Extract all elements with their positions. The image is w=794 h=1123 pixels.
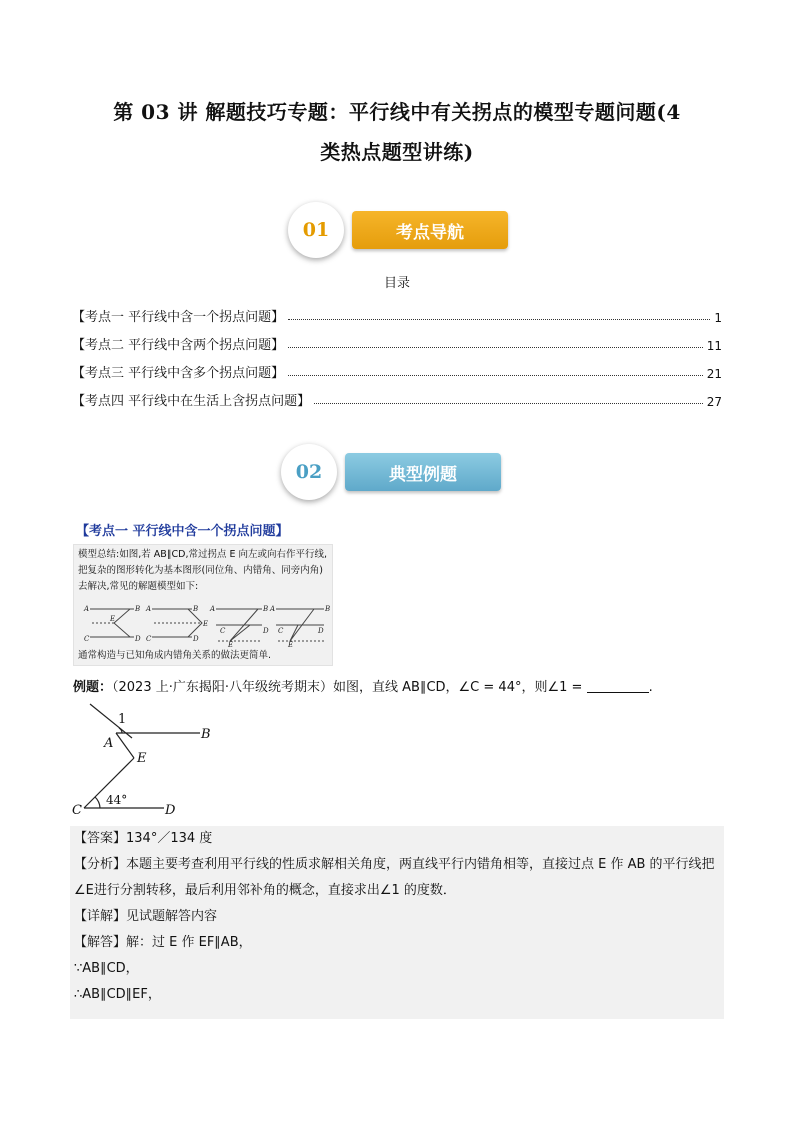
toc-item-page: 11 (706, 339, 722, 353)
toc-item[interactable] (72, 325, 722, 353)
diagram-label-d: D (193, 635, 199, 643)
example-text: （2023 上·广东揭阳·八年级统考期末）如图，直线 AB∥CD，∠C = 44°，则∠1 = (112, 680, 583, 695)
answer-box (70, 826, 724, 1019)
model-diagram-2 (152, 609, 202, 637)
toc-item-page: 1 (714, 311, 722, 325)
diagram-label-b: B (263, 605, 269, 613)
toc-leader (288, 375, 703, 376)
diagram-label-c: C (84, 635, 90, 643)
model-summary-footer: 通常构造与已知角成内错角关系的做法更简单. (78, 650, 272, 661)
section-label: 考点导航 (352, 211, 508, 249)
angle-c-arc (95, 797, 100, 808)
diagram-label-e: E (288, 641, 294, 649)
figure-label-a: A (104, 736, 114, 751)
diagram-label-c: C (146, 635, 152, 643)
solution-step-2: ∴AB∥CD∥EF， (74, 987, 161, 1002)
diagram-label-d: D (135, 635, 141, 643)
example-problem (73, 678, 733, 698)
topic-heading: 【考点一 平行线中含一个拐点问题】 (76, 524, 289, 539)
example-label: 例题： (73, 680, 113, 695)
model-summary-text: 模型总结:如图,若 AB∥CD,常过拐点 E 向左或向右作平行线,把复杂的图形转化为基本图形(同位角、内错角、同旁内角)去解决,常见的解题模型如下: (78, 549, 328, 592)
model-diagram-1 (90, 609, 134, 637)
diagram-label-a: A (210, 605, 216, 613)
toc-item-label: 【考点二 平行线中含两个拐点问题】 (72, 338, 285, 353)
diagram-label-c: C (220, 627, 226, 635)
diagram-label-a: A (270, 605, 276, 613)
figure-label-1: 1 (118, 712, 127, 727)
diagram-label-c: C (278, 627, 284, 635)
diagram-label-d: D (318, 627, 324, 635)
toc-leader (288, 319, 710, 320)
toc-item-page: 21 (706, 367, 722, 381)
page-title (60, 92, 734, 172)
answer-blank[interactable] (587, 679, 649, 693)
section-number: 02 (281, 444, 337, 500)
toc-item-label: 【考点一 平行线中含一个拐点问题】 (72, 310, 285, 325)
diagram-label-e: E (110, 615, 116, 623)
section-label: 典型例题 (345, 453, 501, 491)
figure-label-e: E (137, 751, 147, 766)
toc-item[interactable] (72, 297, 722, 325)
diagram-label-e: E (228, 641, 234, 649)
toc-item-page: 27 (706, 395, 722, 409)
toc-heading: 目录 (383, 276, 410, 291)
diagram-label-b: B (325, 605, 331, 613)
section-number: 01 (288, 202, 344, 258)
solution-step-1: ∵AB∥CD， (74, 961, 139, 976)
model-diagrams (78, 603, 331, 649)
diagram-label-b: B (135, 605, 141, 613)
answer-line: 【答案】134°／134 度 (74, 831, 213, 846)
solution-line: 【解答】解：过 E 作 EF∥AB， (74, 935, 252, 950)
example-end: . (648, 680, 653, 695)
toc-item[interactable] (72, 381, 722, 409)
table-of-contents (72, 297, 722, 409)
model-summary-box (73, 544, 333, 666)
diagram-label-a: A (84, 605, 90, 613)
diagram-label-e: E (203, 620, 209, 628)
figure-angle-c: 44° (106, 793, 128, 807)
model-diagram-4 (276, 609, 324, 641)
example-figure (70, 700, 230, 820)
toc-item-label: 【考点三 平行线中含多个拐点问题】 (72, 366, 285, 381)
analysis-line: 【分析】本题主要考查利用平行线的性质求解相关角度，两直线平行内错角相等，直接过点 E 作 AB 的平行线把∠E进行分割转移，最后利用邻补角的概念，直接求出∠1 的度数． (74, 857, 715, 898)
model-diagram-3 (216, 609, 262, 641)
toc-leader (314, 403, 703, 404)
angle-1-arc (119, 728, 122, 733)
detail-line: 【详解】见试题解答内容 (74, 909, 218, 924)
diagram-label-a: A (146, 605, 152, 613)
figure-label-b: B (201, 727, 211, 742)
figure-label-d: D (165, 803, 176, 818)
diagram-label-b: B (193, 605, 199, 613)
title-line-2: 类热点题型讲练) (320, 140, 474, 164)
title-line-1: 第 03 讲 解题技巧专题：平行线中有关拐点的模型专题问题(4 (113, 100, 681, 124)
toc-item-label: 【考点四 平行线中在生活上含拐点问题】 (72, 394, 311, 409)
toc-item[interactable] (72, 353, 722, 381)
diagram-label-d: D (263, 627, 269, 635)
toc-leader (288, 347, 703, 348)
figure-label-c: C (72, 803, 82, 818)
